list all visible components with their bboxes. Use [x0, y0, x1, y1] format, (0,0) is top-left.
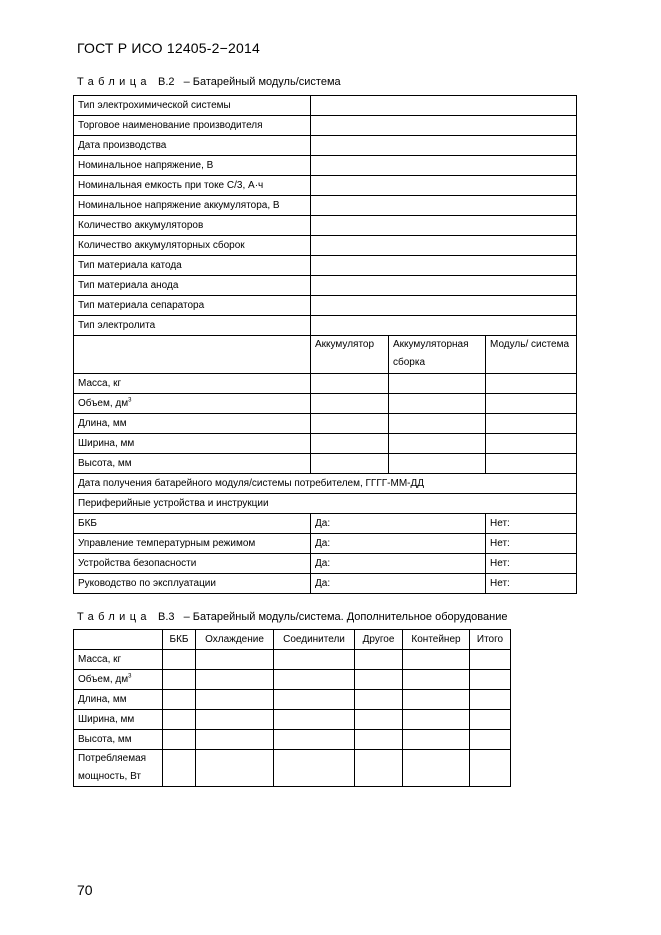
column-header: Другое: [355, 630, 403, 650]
value-cell: [486, 394, 577, 414]
table-row: [74, 650, 511, 670]
no-cell: Нет:: [486, 554, 577, 574]
value-cell: [311, 236, 577, 256]
table-row: [74, 156, 577, 176]
column-header: Модуль/ система: [486, 336, 577, 374]
value-cell: [196, 670, 274, 690]
column-header: Аккумуляторная сборка: [389, 336, 486, 374]
table-row: [74, 454, 577, 474]
row-label: Тип материала анода: [74, 276, 311, 296]
value-cell: [470, 710, 511, 730]
row-label: Количество аккумуляторных сборок: [74, 236, 311, 256]
value-cell: [311, 414, 389, 434]
table-b3-caption: [77, 611, 507, 623]
value-cell: [274, 750, 355, 787]
table-b3: [73, 629, 511, 787]
row-label: [74, 374, 311, 394]
value-cell: [355, 690, 403, 710]
value-cell: [355, 670, 403, 690]
row-label: Руководство по эксплуатации: [74, 574, 311, 594]
value-cell: [274, 730, 355, 750]
caption-word: Таблица: [77, 611, 151, 623]
table-row: [74, 236, 577, 256]
value-cell: [486, 414, 577, 434]
row-label-text: Масса, кг: [78, 654, 122, 665]
row-label: [74, 750, 163, 787]
column-header: Соединители: [274, 630, 355, 650]
table-row: [74, 710, 511, 730]
row-label: [74, 710, 163, 730]
table-row: [74, 276, 577, 296]
value-cell: [470, 730, 511, 750]
table-row: [74, 216, 577, 236]
table-header-row: [74, 336, 577, 374]
no-cell: Нет:: [486, 514, 577, 534]
row-label-text: Длина, мм: [78, 418, 127, 429]
document-header: ГОСТ Р ИСО 12405-2−2014: [77, 40, 260, 56]
superscript: 3: [128, 397, 132, 404]
column-header: Итого: [470, 630, 511, 650]
value-cell: [311, 276, 577, 296]
value-cell: [311, 454, 389, 474]
row-label: Номинальное напряжение, В: [74, 156, 311, 176]
row-label: Тип электролита: [74, 316, 311, 336]
value-cell: [403, 710, 470, 730]
value-cell: [355, 750, 403, 787]
value-cell: [355, 710, 403, 730]
column-header: БКБ: [163, 630, 196, 650]
table-row: [74, 690, 511, 710]
row-label: [74, 690, 163, 710]
table-row: [74, 730, 511, 750]
row-label: БКБ: [74, 514, 311, 534]
value-cell: [196, 730, 274, 750]
page-number: 70: [77, 882, 93, 898]
yes-cell: Да:: [311, 574, 486, 594]
row-label-text: Длина, мм: [78, 694, 127, 705]
table-row: [74, 514, 577, 534]
table-row: [74, 374, 577, 394]
value-cell: [311, 176, 577, 196]
table-row: [74, 316, 577, 336]
value-cell: [311, 256, 577, 276]
value-cell: [403, 670, 470, 690]
value-cell: [389, 414, 486, 434]
value-cell: [163, 670, 196, 690]
value-cell: [196, 650, 274, 670]
superscript: 3: [128, 673, 132, 680]
value-cell: [389, 374, 486, 394]
row-label: Тип материала катода: [74, 256, 311, 276]
table-row: [74, 196, 577, 216]
value-cell: [274, 670, 355, 690]
value-cell: [274, 690, 355, 710]
row-label: Номинальная емкость при токе С/3, А·ч: [74, 176, 311, 196]
value-cell: [389, 434, 486, 454]
value-cell: [486, 434, 577, 454]
row-label: [74, 454, 311, 474]
value-cell: [470, 650, 511, 670]
row-label: Управление температурным режимом: [74, 534, 311, 554]
value-cell: [389, 394, 486, 414]
column-header: Охлаждение: [196, 630, 274, 650]
value-cell: [403, 730, 470, 750]
row-label-text: Объем, дм: [78, 398, 129, 409]
row-label-text: Высота, мм: [78, 734, 132, 745]
row-label-text: Масса, кг: [78, 378, 122, 389]
full-width-label: Дата получения батарейного модуля/системы потребителем, ГГГГ-ММ-ДД: [74, 474, 577, 494]
row-label: Тип материала сепаратора: [74, 296, 311, 316]
caption-text: – Батарейный модуль/система. Дополнительное оборудование: [183, 611, 508, 623]
caption-number: В.3: [158, 611, 175, 623]
full-width-label: Периферийные устройства и инструкции: [74, 494, 577, 514]
value-cell: [274, 710, 355, 730]
no-cell: Нет:: [486, 534, 577, 554]
table-row: [74, 96, 577, 116]
row-label: Устройства безопасности: [74, 554, 311, 574]
table-row: [74, 296, 577, 316]
value-cell: [163, 730, 196, 750]
value-cell: [311, 96, 577, 116]
value-cell: [163, 690, 196, 710]
row-label: [74, 670, 163, 690]
value-cell: [311, 434, 389, 454]
value-cell: [311, 116, 577, 136]
table-b2-caption: [77, 76, 341, 88]
table-row: [74, 434, 577, 454]
table-row: [74, 554, 577, 574]
value-cell: [196, 750, 274, 787]
empty-header-cell: [74, 630, 163, 650]
value-cell: [470, 670, 511, 690]
column-header: Аккумулятор: [311, 336, 389, 374]
value-cell: [311, 296, 577, 316]
value-cell: [196, 690, 274, 710]
value-cell: [311, 196, 577, 216]
value-cell: [311, 216, 577, 236]
table-row: [74, 750, 511, 787]
value-cell: [486, 454, 577, 474]
value-cell: [274, 650, 355, 670]
row-label-text: Ширина, мм: [78, 438, 135, 449]
table-row: [74, 574, 577, 594]
table-row: [74, 256, 577, 276]
value-cell: [163, 750, 196, 787]
value-cell: [403, 690, 470, 710]
caption-text: – Батарейный модуль/система: [183, 76, 341, 88]
value-cell: [403, 650, 470, 670]
row-label: [74, 414, 311, 434]
row-label: Тип электрохимической системы: [74, 96, 311, 116]
row-label: Дата производства: [74, 136, 311, 156]
table-row: [74, 116, 577, 136]
caption-number: В.2: [158, 76, 175, 88]
yes-cell: Да:: [311, 554, 486, 574]
value-cell: [355, 730, 403, 750]
yes-cell: Да:: [311, 534, 486, 554]
table-row: [74, 474, 577, 494]
table-row: [74, 394, 577, 414]
value-cell: [403, 750, 470, 787]
table-row: [74, 670, 511, 690]
row-label-text: Ширина, мм: [78, 714, 135, 725]
row-label-text: Потребляемая мощность, Вт: [78, 753, 147, 782]
value-cell: [311, 156, 577, 176]
table-header-row: [74, 630, 511, 650]
empty-header-cell: [74, 336, 311, 374]
value-cell: [311, 394, 389, 414]
value-cell: [311, 136, 577, 156]
table-b2: [73, 95, 577, 594]
value-cell: [470, 750, 511, 787]
row-label: Номинальное напряжение аккумулятора, В: [74, 196, 311, 216]
no-cell: Нет:: [486, 574, 577, 594]
row-label: [74, 434, 311, 454]
table-row: [74, 534, 577, 554]
value-cell: [311, 316, 577, 336]
value-cell: [486, 374, 577, 394]
column-header: Контейнер: [403, 630, 470, 650]
value-cell: [389, 454, 486, 474]
row-label: [74, 730, 163, 750]
table-row: [74, 414, 577, 434]
yes-cell: Да:: [311, 514, 486, 534]
row-label: [74, 650, 163, 670]
caption-word: Таблица: [77, 76, 151, 88]
table-row: [74, 176, 577, 196]
value-cell: [311, 374, 389, 394]
row-label: [74, 394, 311, 414]
row-label-text: Высота, мм: [78, 458, 132, 469]
value-cell: [163, 710, 196, 730]
table-row: [74, 136, 577, 156]
row-label: Торговое наименование производителя: [74, 116, 311, 136]
value-cell: [355, 650, 403, 670]
value-cell: [470, 690, 511, 710]
value-cell: [196, 710, 274, 730]
row-label-text: Объем, дм: [78, 674, 129, 685]
value-cell: [163, 650, 196, 670]
table-row: [74, 494, 577, 514]
row-label: Количество аккумуляторов: [74, 216, 311, 236]
